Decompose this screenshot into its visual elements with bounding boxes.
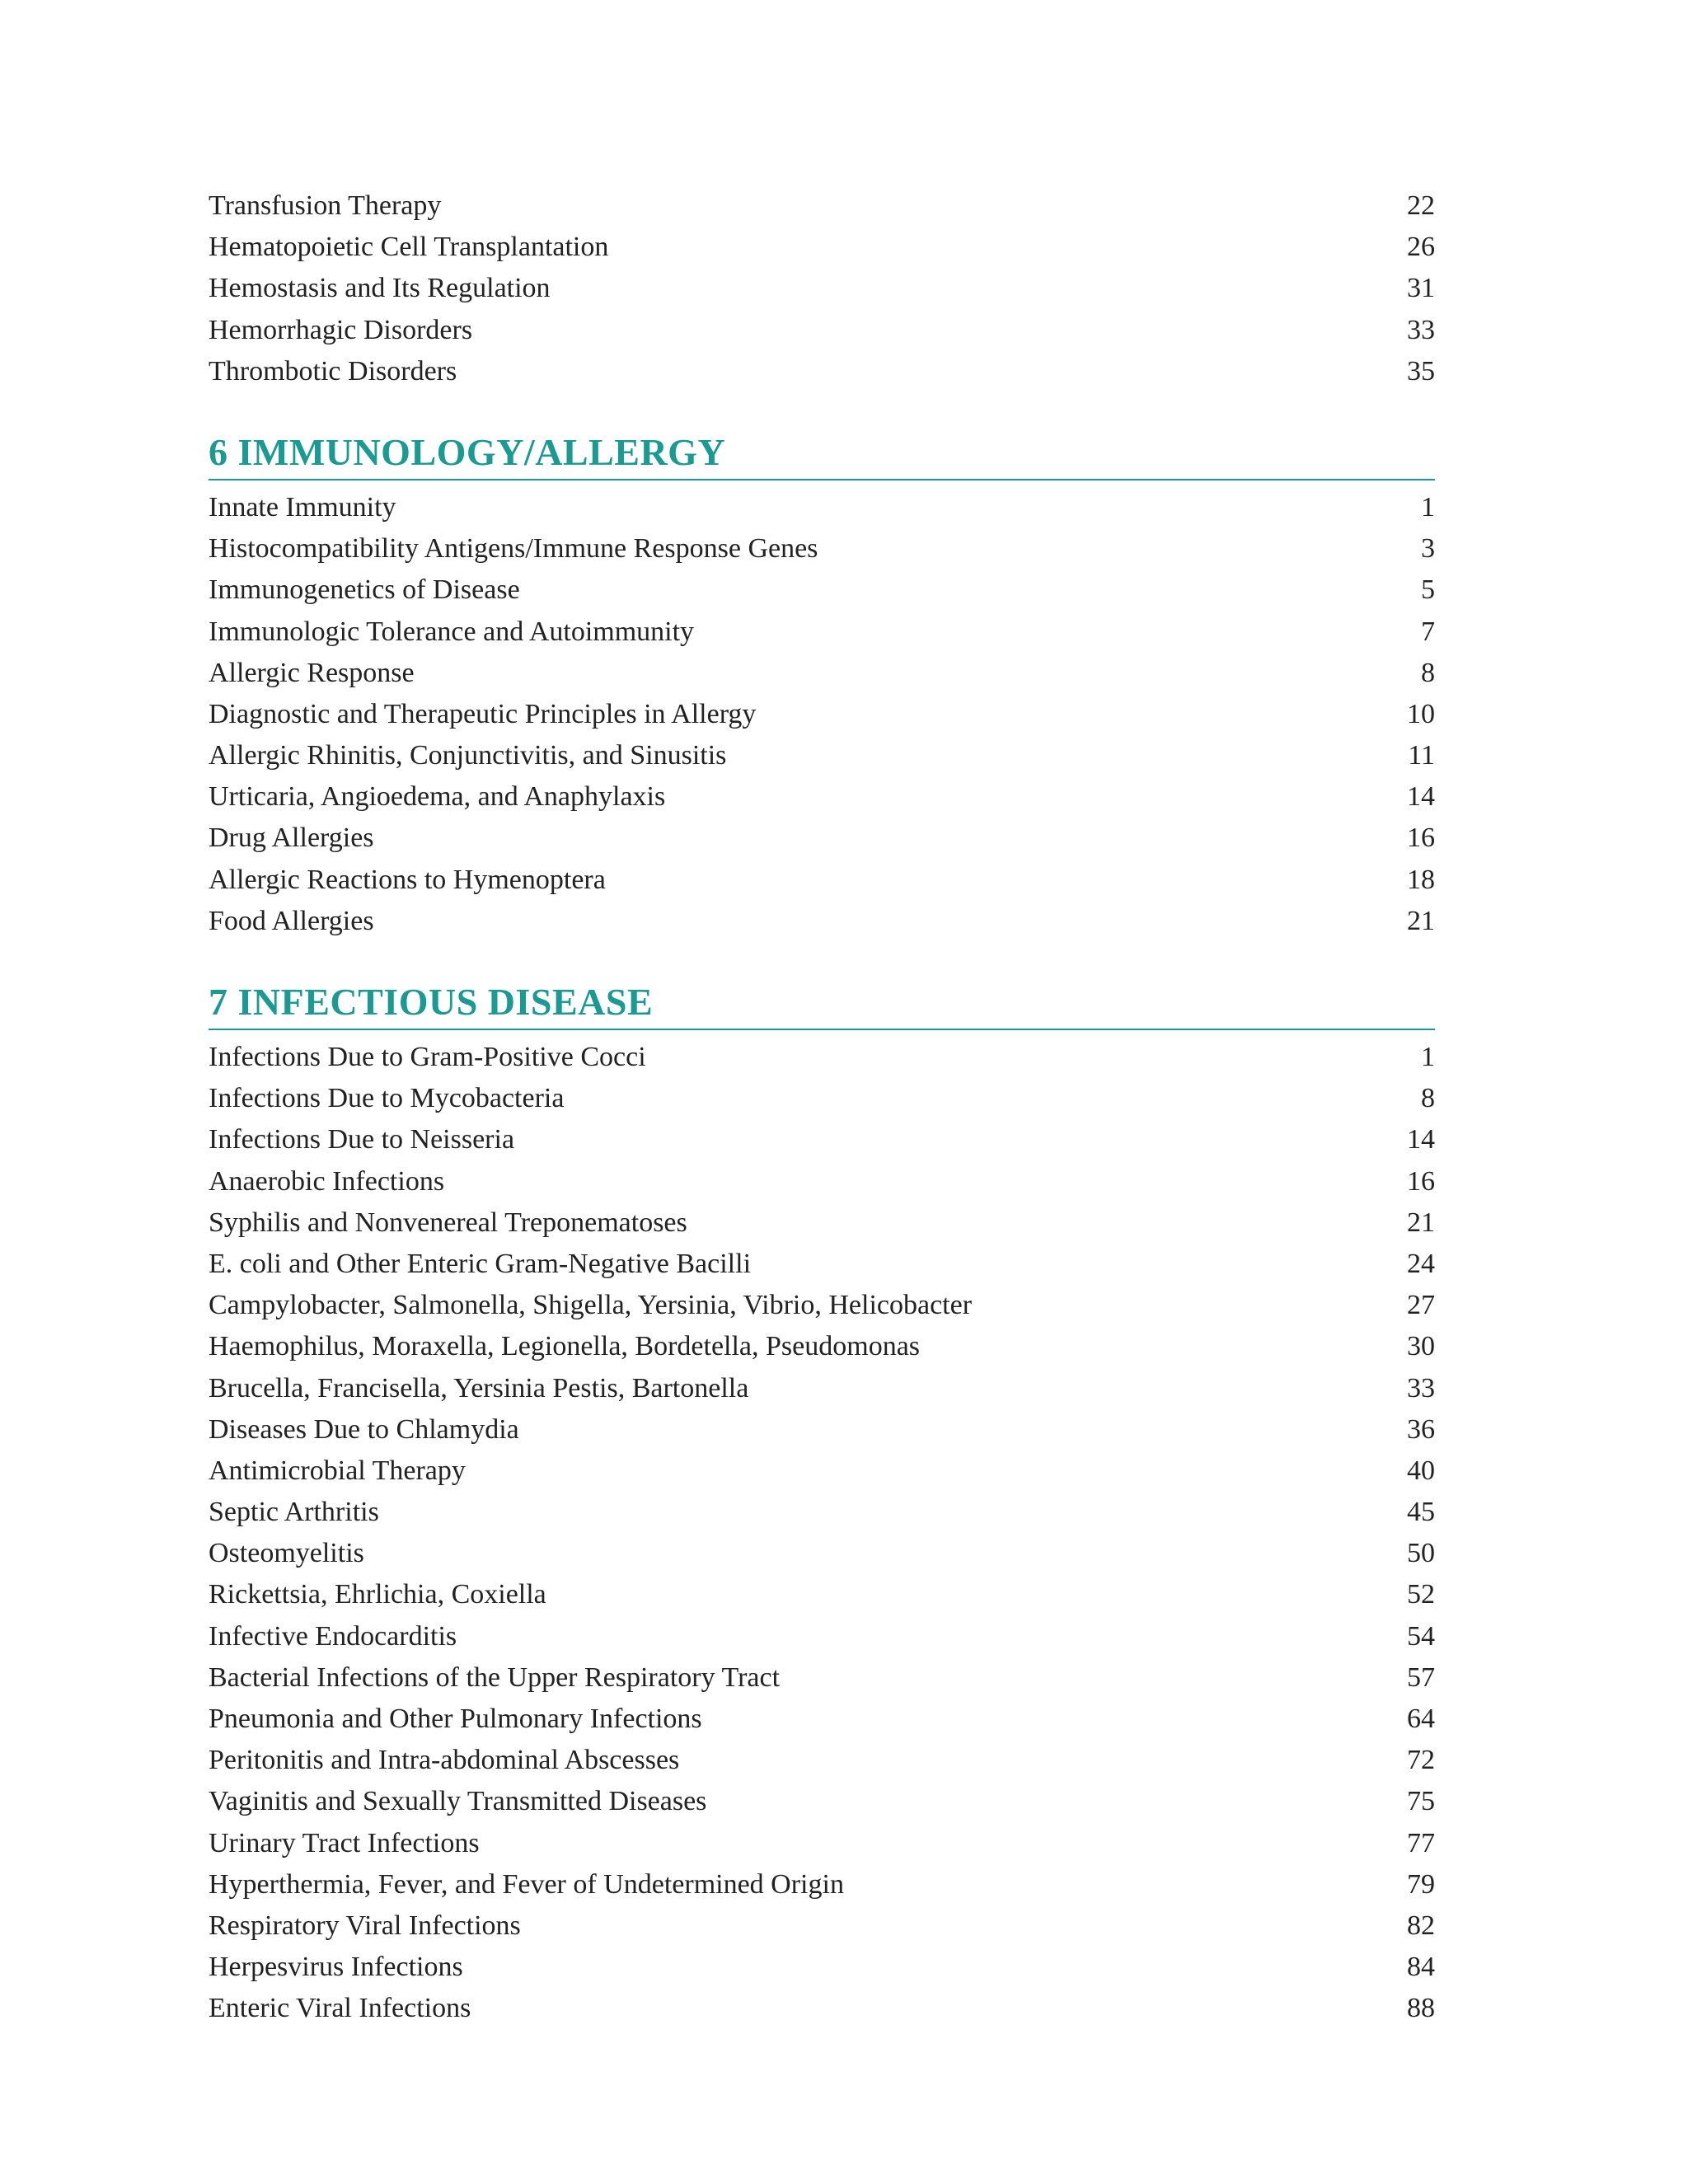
entry-title: Drug Allergies bbox=[209, 823, 374, 854]
toc-entry bbox=[209, 1078, 1435, 1119]
toc-entry bbox=[209, 1161, 1435, 1202]
toc-entry bbox=[209, 1409, 1435, 1451]
toc-entry bbox=[209, 694, 1435, 735]
toc-entry bbox=[209, 1368, 1435, 1409]
entry-page: 7 bbox=[1421, 616, 1435, 647]
entry-title: Rickettsia, Ehrlichia, Coxiella bbox=[209, 1579, 546, 1610]
entry-page: 14 bbox=[1407, 1124, 1435, 1155]
toc-entry bbox=[209, 1905, 1435, 1947]
entry-title: Infective Endocarditis bbox=[209, 1620, 457, 1652]
entry-page: 16 bbox=[1407, 1165, 1435, 1197]
entry-title: Campylobacter, Salmonella, Shigella, Yersinia, Vibrio, Helicobacter bbox=[209, 1290, 973, 1321]
toc-entry bbox=[209, 1988, 1435, 2029]
entry-title: Innate Immunity bbox=[209, 491, 396, 523]
entry-page: 30 bbox=[1407, 1331, 1435, 1362]
toc-entry bbox=[209, 1285, 1435, 1326]
entry-title: Allergic Rhinitis, Conjunctivitis, and Sinusitis bbox=[209, 740, 727, 771]
entry-page: 3 bbox=[1421, 533, 1435, 565]
toc-entry bbox=[209, 1574, 1435, 1615]
toc-entry bbox=[209, 1947, 1435, 1988]
entry-title: Brucella, Francisella, Yersinia Pestis, Bartonella bbox=[209, 1372, 749, 1404]
entry-page: 33 bbox=[1407, 1372, 1435, 1404]
entry-title: Herpesvirus Infections bbox=[209, 1952, 463, 1983]
entry-title: Osteomyelitis bbox=[209, 1538, 364, 1569]
entry-page: 64 bbox=[1407, 1704, 1435, 1734]
entry-title: Hemostasis and Its Regulation bbox=[209, 273, 551, 304]
entry-title: Food Allergies bbox=[209, 905, 374, 936]
intro-entries bbox=[209, 185, 1435, 392]
entry-page: 77 bbox=[1407, 1827, 1435, 1858]
toc-entry bbox=[209, 653, 1435, 694]
entry-title: Allergic Reactions to Hymenoptera bbox=[209, 864, 606, 895]
toc-entry bbox=[209, 1244, 1435, 1285]
entry-title: Histocompatibility Antigens/Immune Response Genes bbox=[209, 533, 818, 565]
entry-page: 26 bbox=[1407, 232, 1435, 263]
toc-entry bbox=[209, 1119, 1435, 1160]
toc-entry bbox=[209, 735, 1435, 776]
toc-entry bbox=[209, 1492, 1435, 1533]
entry-page: 14 bbox=[1407, 781, 1435, 813]
entry-title: Infections Due to Mycobacteria bbox=[209, 1083, 565, 1114]
toc-entry bbox=[209, 310, 1435, 351]
entry-title: Pneumonia and Other Pulmonary Infections bbox=[209, 1704, 702, 1734]
entry-title: Infections Due to Neisseria bbox=[209, 1124, 515, 1155]
entry-title: Enteric Viral Infections bbox=[209, 1993, 471, 2024]
entry-page: 57 bbox=[1407, 1661, 1435, 1693]
entry-page: 35 bbox=[1407, 355, 1435, 387]
entry-page: 8 bbox=[1421, 1083, 1435, 1114]
entry-title: Infections Due to Gram-Positive Cocci bbox=[209, 1042, 646, 1072]
toc-entry bbox=[209, 860, 1435, 901]
entry-page: 24 bbox=[1407, 1248, 1435, 1279]
entry-title: Immunogenetics of Disease bbox=[209, 574, 520, 606]
entry-page: 31 bbox=[1407, 273, 1435, 304]
toc-entry bbox=[209, 1451, 1435, 1492]
section-immunology-allergy bbox=[209, 429, 1435, 942]
entry-page: 45 bbox=[1407, 1497, 1435, 1528]
entry-title: Urinary Tract Infections bbox=[209, 1827, 480, 1858]
entry-page: 21 bbox=[1407, 1207, 1435, 1238]
entry-page: 11 bbox=[1408, 740, 1435, 771]
entry-page: 88 bbox=[1407, 1993, 1435, 2024]
entry-page: 16 bbox=[1407, 823, 1435, 854]
toc-content bbox=[209, 185, 1435, 2030]
toc-entry bbox=[209, 1326, 1435, 1367]
toc-entry bbox=[209, 1202, 1435, 1244]
entry-title: Hyperthermia, Fever, and Fever of Undetermined Origin bbox=[209, 1868, 844, 1900]
entry-title: Hematopoietic Cell Transplantation bbox=[209, 232, 609, 263]
section-infectious-disease bbox=[209, 979, 1435, 2030]
entry-page: 21 bbox=[1407, 905, 1435, 936]
entry-title: Urticaria, Angioedema, and Anaphylaxis bbox=[209, 781, 666, 813]
entry-page: 40 bbox=[1407, 1455, 1435, 1486]
toc-entry bbox=[209, 1864, 1435, 1905]
entry-page: 5 bbox=[1421, 574, 1435, 606]
entry-page: 54 bbox=[1407, 1620, 1435, 1652]
entry-title: Respiratory Viral Infections bbox=[209, 1910, 521, 1941]
toc-entry bbox=[209, 901, 1435, 942]
entry-title: Antimicrobial Therapy bbox=[209, 1455, 466, 1486]
entry-page: 22 bbox=[1407, 190, 1435, 221]
entry-title: Immunologic Tolerance and Autoimmunity bbox=[209, 616, 695, 647]
toc-entry bbox=[209, 1740, 1435, 1781]
entry-page: 27 bbox=[1407, 1290, 1435, 1321]
entry-page: 1 bbox=[1421, 491, 1435, 523]
section-heading: 7 INFECTIOUS DISEASE bbox=[209, 979, 1435, 1030]
entry-page: 84 bbox=[1407, 1952, 1435, 1983]
entry-title: Anaerobic Infections bbox=[209, 1165, 445, 1197]
entry-title: Vaginitis and Sexually Transmitted Diseases bbox=[209, 1786, 707, 1817]
entry-page: 18 bbox=[1407, 864, 1435, 895]
toc-entry bbox=[209, 1781, 1435, 1822]
entry-title: Syphilis and Nonvenereal Treponematoses bbox=[209, 1207, 687, 1238]
entry-title: E. coli and Other Enteric Gram-Negative Bacilli bbox=[209, 1248, 752, 1279]
toc-entry bbox=[209, 1533, 1435, 1574]
entry-page: 1 bbox=[1421, 1042, 1435, 1072]
toc-entry bbox=[209, 1037, 1435, 1078]
entry-page: 33 bbox=[1407, 314, 1435, 345]
entry-title: Diseases Due to Chlamydia bbox=[209, 1413, 519, 1445]
toc-entry bbox=[209, 569, 1435, 611]
entry-title: Transfusion Therapy bbox=[209, 190, 442, 221]
toc-entry bbox=[209, 1657, 1435, 1699]
toc-entry bbox=[209, 1616, 1435, 1657]
entry-title: Allergic Response bbox=[209, 657, 415, 688]
entry-title: Haemophilus, Moraxella, Legionella, Bordetella, Pseudomonas bbox=[209, 1331, 921, 1362]
entry-page: 79 bbox=[1407, 1868, 1435, 1900]
entry-page: 72 bbox=[1407, 1745, 1435, 1776]
entry-page: 10 bbox=[1407, 698, 1435, 729]
toc-entry bbox=[209, 1823, 1435, 1864]
toc-entry bbox=[209, 818, 1435, 859]
toc-entry bbox=[209, 528, 1435, 569]
entry-title: Hemorrhagic Disorders bbox=[209, 314, 473, 345]
toc-entry bbox=[209, 1699, 1435, 1740]
entry-title: Thrombotic Disorders bbox=[209, 355, 457, 387]
section-heading: 6 IMMUNOLOGY/ALLERGY bbox=[209, 429, 1435, 480]
toc-entry bbox=[209, 351, 1435, 392]
entry-title: Diagnostic and Therapeutic Principles in Allergy bbox=[209, 698, 757, 729]
toc-entry bbox=[209, 227, 1435, 268]
entry-page: 50 bbox=[1407, 1538, 1435, 1569]
toc-entry bbox=[209, 268, 1435, 309]
entry-page: 8 bbox=[1421, 657, 1435, 688]
toc-entry bbox=[209, 487, 1435, 528]
entry-page: 36 bbox=[1407, 1413, 1435, 1445]
entry-title: Septic Arthritis bbox=[209, 1497, 379, 1528]
entry-page: 52 bbox=[1407, 1579, 1435, 1610]
toc-entry bbox=[209, 776, 1435, 818]
entry-page: 82 bbox=[1407, 1910, 1435, 1941]
entry-page: 75 bbox=[1407, 1786, 1435, 1817]
entry-title: Peritonitis and Intra-abdominal Abscesses bbox=[209, 1745, 680, 1776]
toc-entry bbox=[209, 185, 1435, 227]
toc-entry bbox=[209, 612, 1435, 653]
entry-title: Bacterial Infections of the Upper Respiratory Tract bbox=[209, 1661, 781, 1693]
